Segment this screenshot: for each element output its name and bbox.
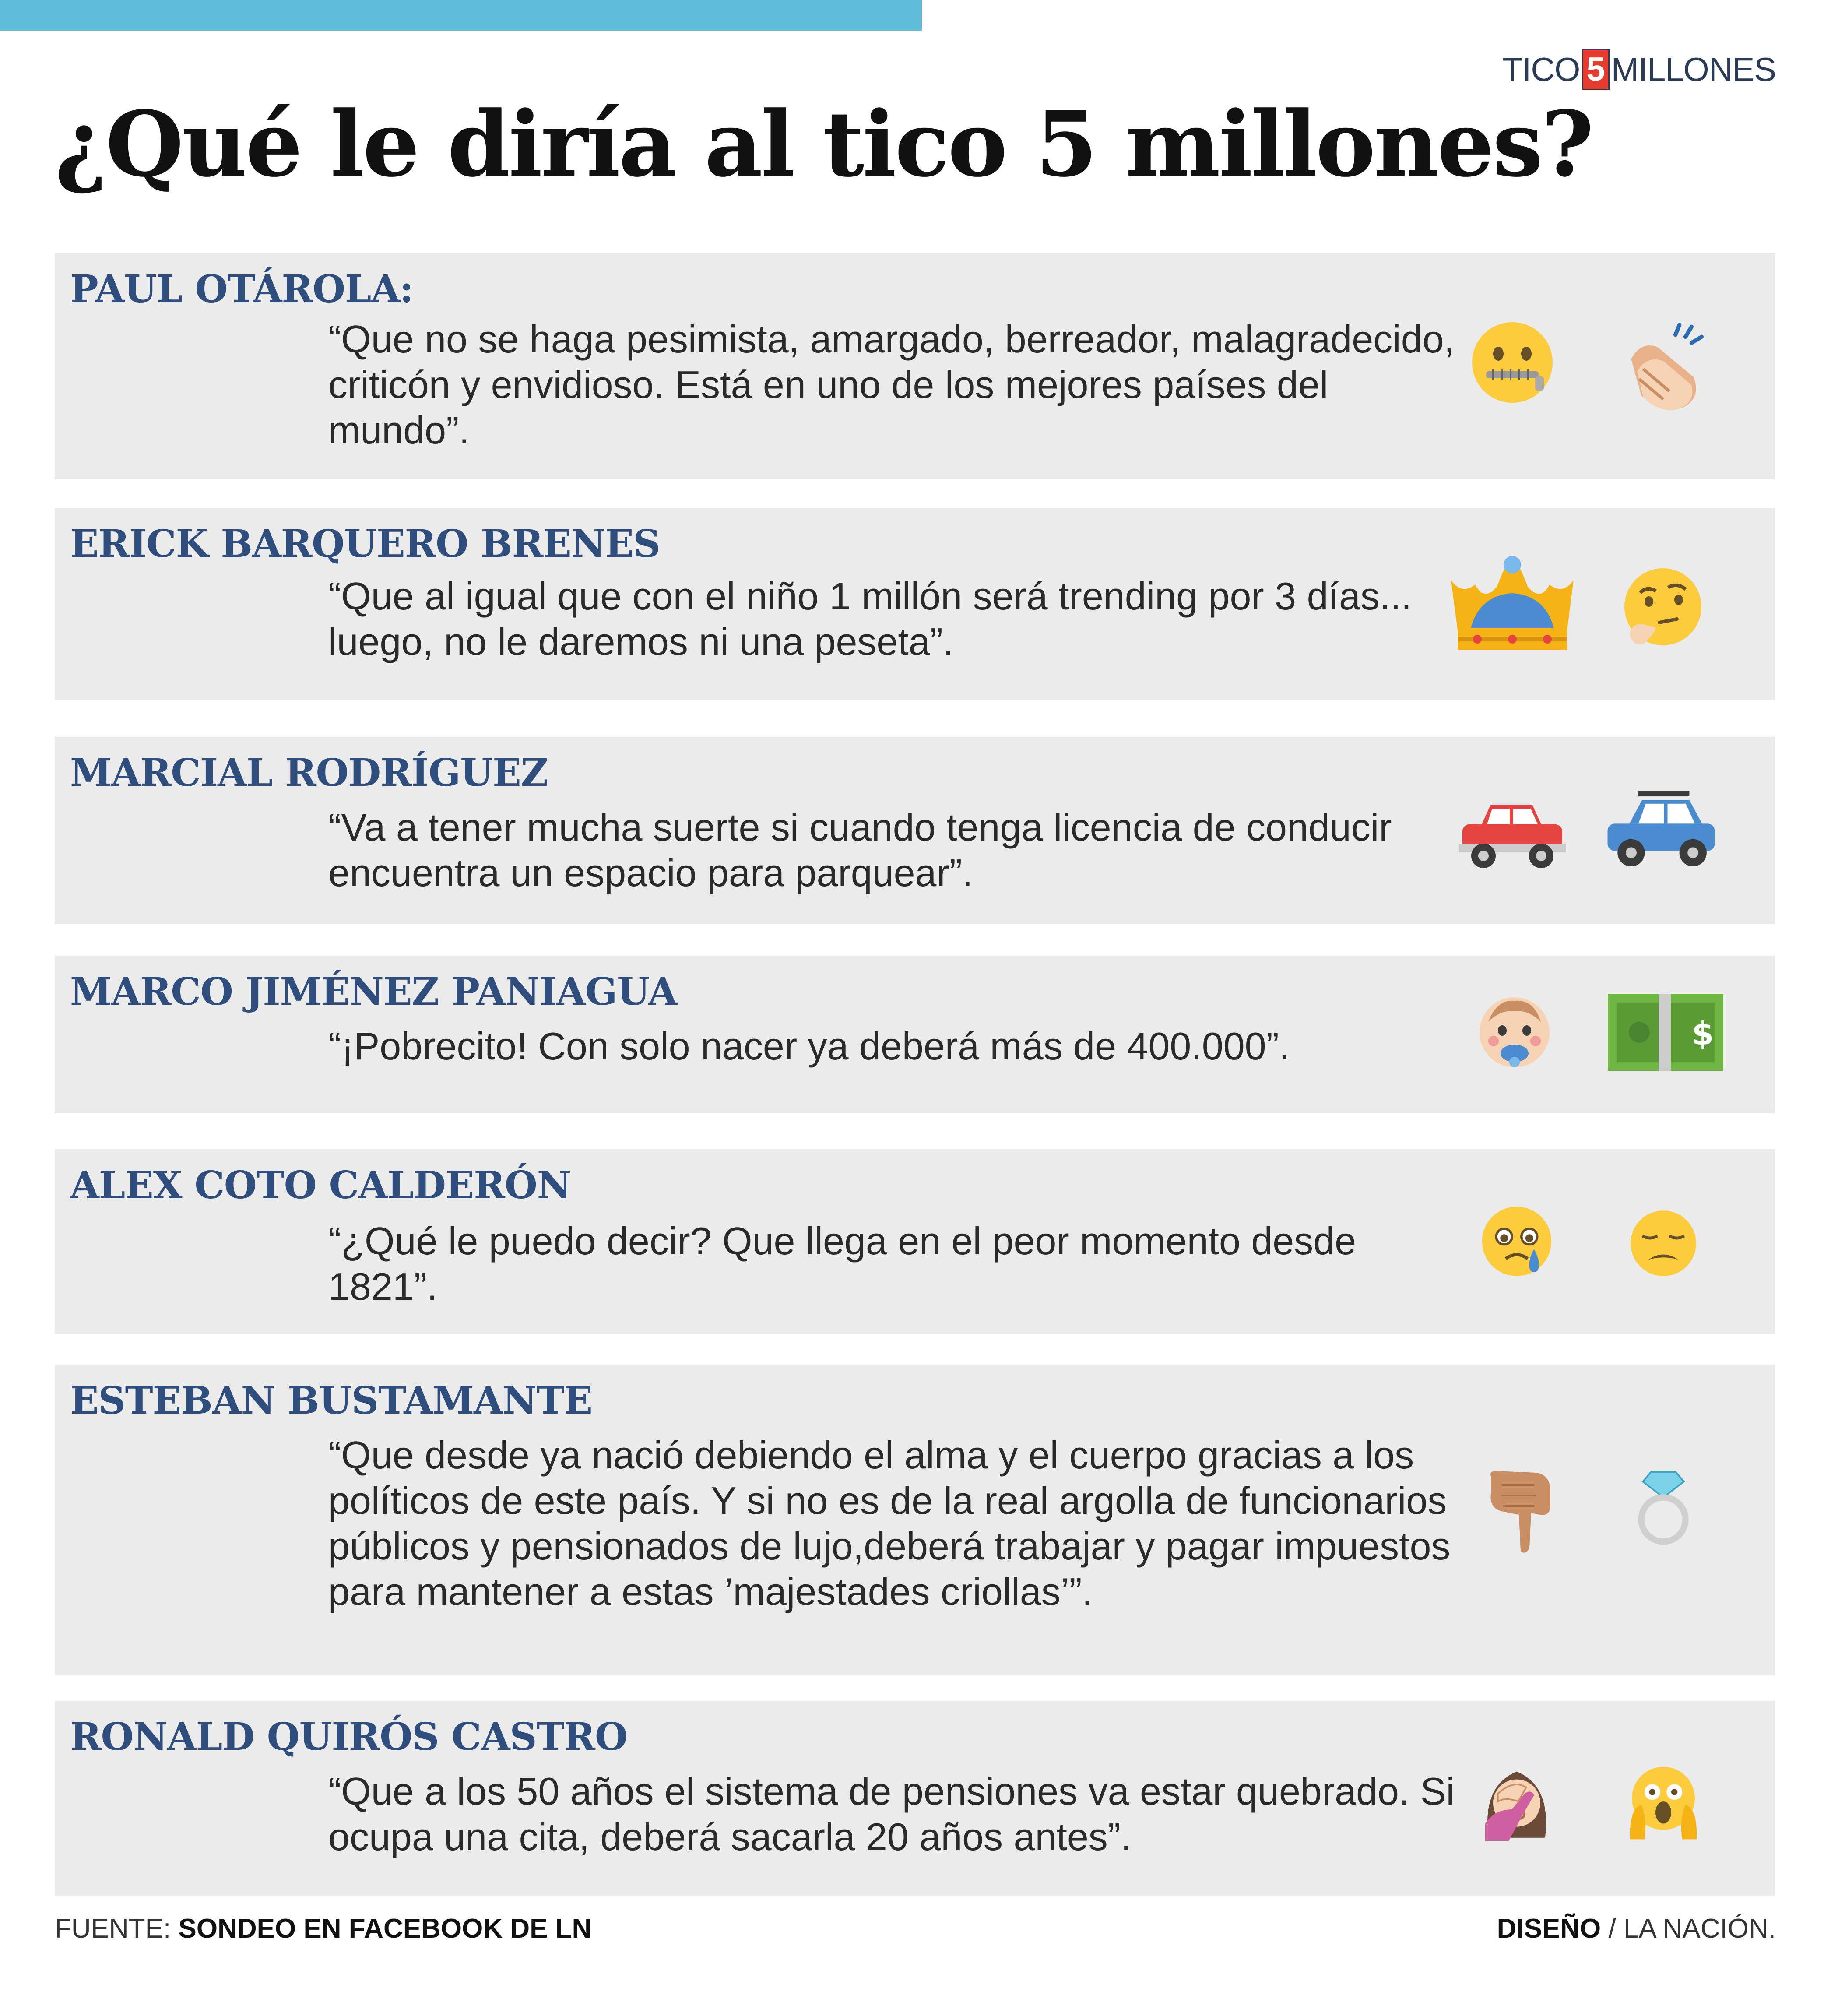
- baby-icon: [1471, 989, 1558, 1076]
- entry-name: RONALD QUIRÓS CASTRO: [70, 1715, 627, 1759]
- footer-design-value: LA NACIÓN.: [1624, 1914, 1776, 1944]
- entry-name: MARCO JIMÉNEZ PANIAGUA: [70, 970, 677, 1014]
- footer-design: [1497, 1913, 1776, 1944]
- entry-quote: “¡Pobrecito! Con solo nacer ya deberá más de 400.000”.: [328, 1024, 1290, 1068]
- screaming-face-icon: [1624, 1762, 1703, 1841]
- crown-icon: [1447, 552, 1578, 657]
- entry-ronald-quiros: [55, 1701, 1775, 1896]
- footer-source: [55, 1913, 591, 1944]
- entry-name: PAUL OTÁROLA:: [70, 267, 413, 311]
- brand-prefix: TICO: [1502, 51, 1580, 88]
- clapping-hands-icon: [1613, 319, 1714, 419]
- entry-quote: “Que no se haga pesimista, amargado, berreador, malagradecido, criticón y envidioso. Está en uno de los mejores países del mundo”.: [328, 317, 1455, 452]
- entry-marco-jimenez: [55, 956, 1775, 1113]
- pointing-down-hand-icon: [1484, 1467, 1558, 1555]
- brand-number: 5: [1582, 49, 1609, 90]
- entry-marcial-rodriguez: [55, 737, 1775, 924]
- entry-quote: “Que a los 50 años el sistema de pensiones va estar quebrado. Si ocupa una cita, deberá sacarla 20 años antes”.: [328, 1770, 1455, 1858]
- entry-quote: “¿Qué le puedo decir? Que llega en el peor momento desde 1821”.: [328, 1219, 1357, 1308]
- entry-quote: “Que al igual que con el niño 1 millón será trending por 3 días... luego, no le daremos ni una peseta”.: [328, 574, 1412, 663]
- entry-name: ALEX COTO CALDERÓN: [70, 1163, 571, 1207]
- entry-alex-coto: [55, 1149, 1775, 1334]
- footer-design-label: DISEÑO: [1497, 1914, 1601, 1944]
- footer-source-value: SONDEO EN FACEBOOK DE LN: [178, 1914, 592, 1944]
- diamond-ring-icon: [1631, 1467, 1696, 1546]
- entry-name: ESTEBAN BUSTAMANTE: [70, 1379, 593, 1423]
- crying-face-icon: [1477, 1202, 1556, 1285]
- facepalm-woman-icon: [1477, 1762, 1556, 1841]
- brand-suffix: MILLONES: [1611, 51, 1776, 88]
- entry-paul-otarola: [55, 253, 1775, 479]
- svg-text:$: $: [1692, 1015, 1714, 1052]
- entry-quote: “Va a tener mucha suerte si cuando tenga licencia de conducir encuentra un espacio para parquear”.: [328, 806, 1392, 894]
- brand-logo: [1502, 49, 1776, 90]
- zipper-mouth-face-icon: [1469, 319, 1556, 406]
- top-accent-bar: [0, 0, 922, 31]
- entry-esteban-bustamante: [55, 1365, 1775, 1675]
- entry-quote: “Que desde ya nació debiendo el alma y el cuerpo gracias a los políticos de este país. Y si no es de la real argolla de funcionarios públicos y pensionados de lujo,deberá trabajar y pagar impuestos para mantener a estas ’majestades criollas’”.: [328, 1433, 1451, 1613]
- red-car-icon: [1455, 789, 1569, 877]
- entry-name: ERICK BARQUERO BRENES: [70, 522, 661, 566]
- blue-suv-icon: [1602, 785, 1720, 877]
- dollar-banknote-icon: [1604, 989, 1727, 1076]
- weary-face-icon: [1626, 1206, 1701, 1281]
- page-title: ¿Qué le diría al tico 5 millones?: [55, 92, 1592, 197]
- footer-source-label: FUENTE:: [55, 1914, 171, 1944]
- footer-design-separator: /: [1608, 1914, 1616, 1944]
- entry-erick-barquero: [55, 508, 1775, 700]
- thinking-face-icon: [1617, 565, 1705, 652]
- entry-name: MARCIAL RODRÍGUEZ: [70, 751, 548, 795]
